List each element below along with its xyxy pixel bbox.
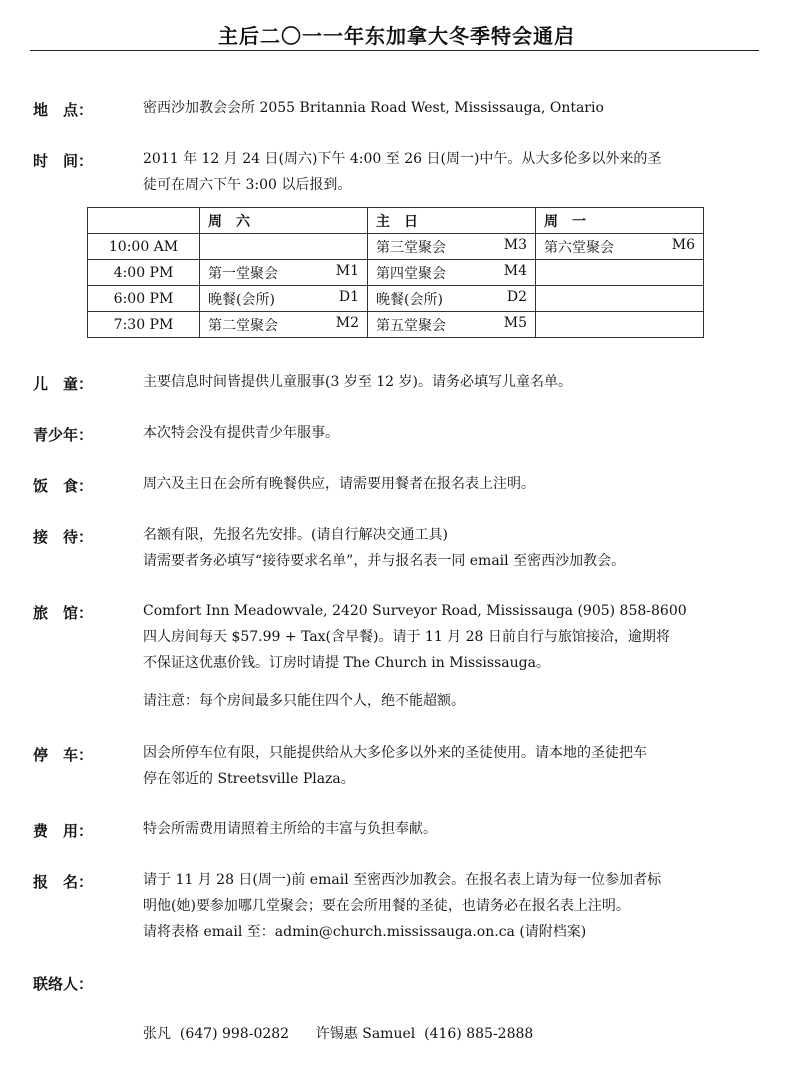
registration-section <box>143 867 763 945</box>
registration-line-1: 请于 11 月 28 日(周一)前 email 至密西沙加教会。在报名表上请为每一位参加者标 <box>143 872 662 888</box>
fees-section <box>143 816 763 842</box>
session-name: 第四堂聚会 <box>376 265 446 282</box>
meals-label: 饭 食： <box>33 477 94 495</box>
hotel-label: 旅 馆： <box>33 604 94 622</box>
children-text: 主要信息时间皆提供儿童服事(3 岁至 12 岁)。请务必填写儿童名单。 <box>143 374 572 390</box>
hotel-section <box>143 598 763 714</box>
fees-label: 费 用： <box>33 822 94 840</box>
registration-line-2: 明他(她)要参加哪几堂聚会；要在会所用餐的圣徒，也请务必在报名表上注明。 <box>143 898 630 914</box>
parking-label: 停 车： <box>33 746 94 764</box>
hotel-note: 请注意：每个房间最多只能住四个人，绝不能超额。 <box>143 693 465 709</box>
session-name: 第三堂聚会 <box>376 239 446 256</box>
reception-line-2: 请需要者务必填写“接待要求名单”，并与报名表一同 email 至密西沙加教会。 <box>143 553 626 569</box>
schedule-cell <box>368 234 536 260</box>
schedule-header-row <box>88 208 704 234</box>
schedule-cell <box>200 260 368 286</box>
schedule-cell <box>200 234 368 260</box>
time-line-1: 2011 年 12 月 24 日(周六)下午 4:00 至 26 日(周一)中午。从大多伦多以外来的圣 <box>143 151 662 167</box>
session-code: D2 <box>506 288 527 305</box>
schedule-time: 6:00 PM <box>88 286 200 312</box>
hotel-line-1: Comfort Inn Meadowvale, 2420 Surveyor Road, Mississauga (905) 858-8600 <box>143 603 687 619</box>
schedule-header-sun: 主 日 <box>368 208 536 234</box>
schedule-time: 4:00 PM <box>88 260 200 286</box>
schedule-row <box>88 312 704 338</box>
session-name: 晚餐(会所) <box>208 291 275 308</box>
children-label: 儿 童： <box>33 375 94 393</box>
session-code: M5 <box>503 314 527 331</box>
parking-line-1: 因会所停车位有限，只能提供给从大多伦多以外来的圣徒使用。请本地的圣徒把车 <box>143 745 647 761</box>
session-code: M3 <box>503 236 527 253</box>
fees-text: 特会所需费用请照着主所给的丰富与负担奉献。 <box>143 821 437 837</box>
schedule-cell <box>536 286 704 312</box>
schedule-time: 10:00 AM <box>88 234 200 260</box>
schedule-row <box>88 234 704 260</box>
session-name: 第六堂聚会 <box>544 239 614 256</box>
reception-label: 接 待： <box>33 528 94 546</box>
schedule-header-mon: 周 一 <box>536 208 704 234</box>
location-label: 地 点： <box>33 101 94 119</box>
reception-line-1: 名额有限，先报名先安排。(请自行解决交通工具) <box>143 527 448 543</box>
time-label: 时 间： <box>33 152 94 170</box>
children-section <box>143 369 763 395</box>
session-name: 第一堂聚会 <box>208 265 278 282</box>
session-name: 晚餐(会所) <box>376 291 443 308</box>
session-code: M4 <box>503 262 527 279</box>
schedule-time: 7:30 PM <box>88 312 200 338</box>
location-section <box>143 95 763 121</box>
title-divider <box>30 50 759 51</box>
session-code: M6 <box>671 236 695 253</box>
schedule-cell <box>536 234 704 260</box>
session-code: M1 <box>335 262 359 279</box>
schedule-cell <box>200 312 368 338</box>
schedule-cell <box>200 286 368 312</box>
reception-section <box>143 522 763 574</box>
contact-section <box>143 969 763 1073</box>
schedule-cell <box>368 312 536 338</box>
schedule-cell <box>536 260 704 286</box>
schedule-cell <box>368 286 536 312</box>
youth-label: 青少年： <box>33 426 94 444</box>
location-text: 密西沙加教会会所 2055 Britannia Road West, Mississauga, Ontario <box>143 100 604 116</box>
contact-text: 张凡 (647) 998-0282 许锡惠 Samuel (416) 885-2888 <box>143 1026 534 1042</box>
schedule-row <box>88 286 704 312</box>
time-line-2: 徒可在周六下午 3:00 以后报到。 <box>143 177 352 193</box>
session-name: 第五堂聚会 <box>376 317 446 334</box>
youth-section <box>143 420 763 446</box>
schedule-table <box>87 207 704 338</box>
schedule-cell <box>536 312 704 338</box>
schedule-cell <box>368 260 536 286</box>
meals-section <box>143 471 763 497</box>
time-section <box>143 146 763 198</box>
session-code: D1 <box>338 288 359 305</box>
youth-text: 本次特会没有提供青少年服事。 <box>143 425 339 441</box>
schedule-header-sat: 周 六 <box>200 208 368 234</box>
registration-line-3: 请将表格 email 至：admin@church.mississauga.on.ca (请附档案) <box>143 924 587 940</box>
schedule-header-time <box>88 208 200 234</box>
meals-text: 周六及主日在会所有晚餐供应，请需要用餐者在报名表上注明。 <box>143 476 535 492</box>
session-code: M2 <box>335 314 359 331</box>
session-name: 第二堂聚会 <box>208 317 278 334</box>
parking-section <box>143 740 763 792</box>
schedule-row <box>88 260 704 286</box>
parking-line-2: 停在邻近的 Streetsville Plaza。 <box>143 771 355 787</box>
registration-label: 报 名： <box>33 873 94 891</box>
hotel-line-2: 四人房间每天 $57.99 + Tax(含早餐)。请于 11 月 28 日前自行与旅馆接洽，逾期将 <box>143 629 670 645</box>
contact-label: 联络人： <box>33 975 94 993</box>
page-title: 主后二〇一一年东加拿大冬季特会通启 <box>218 24 575 48</box>
hotel-line-3: 不保证这优惠价钱。订房时请提 The Church in Mississauga。 <box>143 655 550 671</box>
